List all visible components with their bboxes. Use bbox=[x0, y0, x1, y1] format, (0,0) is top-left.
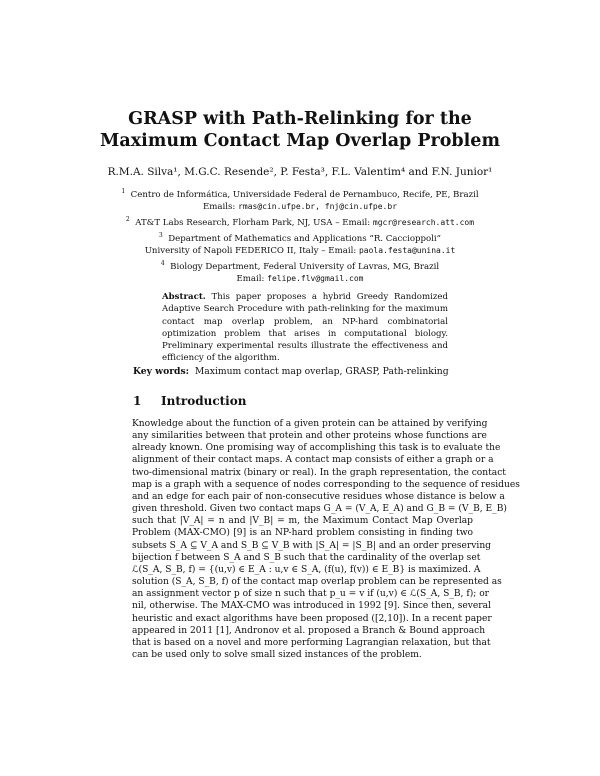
email-link[interactable]: felipe.flv@gmail.com bbox=[267, 274, 364, 283]
email-link[interactable]: paola.festa@unina.it bbox=[358, 245, 456, 255]
keywords-text: Maximum contact map overlap, GRASP, Path-relinking bbox=[194, 366, 449, 377]
email-link[interactable]: rmas@cin.ufpe.br, fnj@cin.ufpe.br bbox=[238, 202, 398, 212]
paragraph-line: Knowledge about the function of a given protein can be attained by verifying bbox=[132, 419, 488, 429]
paragraph-line: ℒ(S_A, S_B, f) = {(u,v) ∈ E_A : u,v ∈ S_A, (f(u), f(v)) ∈ E_B} is maximized. A bbox=[132, 564, 481, 575]
paragraph-line: any similarities between that protein and other proteins whose functions are bbox=[132, 431, 487, 442]
section-title: Introduction bbox=[161, 394, 247, 408]
paragraph-line: heuristic and exact algorithms have been proposed ([2,10]). In a recent paper bbox=[132, 613, 492, 624]
title-line-1: GRASP with Path-Relinking for the bbox=[128, 109, 472, 129]
affiliation-4: $^4$ Biology Department, Federal University of Lavras, MG, Brazil bbox=[160, 259, 440, 272]
paragraph-line: two-dimensional matrix (binary or real). In the graph representation, the contact bbox=[132, 467, 506, 478]
title-line-2: Maximum Contact Map Overlap Problem bbox=[100, 131, 500, 151]
paper-title bbox=[0, 108, 600, 152]
paragraph-line: bijection f between S_A and S_B such that the cardinality of the overlap set bbox=[132, 552, 481, 563]
abstract-label: Abstract. bbox=[162, 292, 206, 302]
introduction-body bbox=[132, 418, 520, 661]
paragraph-line: appeared in 2011 [1], Andronov et al. proposed a Branch & Bound approach bbox=[132, 625, 486, 636]
affiliation-1-emails: Emails: rmas@cin.ufpe.br, fnj@cin.ufpe.br bbox=[202, 202, 398, 213]
abstract bbox=[162, 291, 448, 365]
affiliations bbox=[0, 186, 600, 286]
paragraph-line: an assignment vector p of size n such that p_u = v if (u,v) ∈ ℒ(S_A, S_B, f); or bbox=[132, 589, 490, 600]
affiliation-3-line-2: University of Napoli FEDERICO II, Italy – Email: paola.festa@unina.it bbox=[144, 245, 456, 256]
keywords-label: Key words: bbox=[133, 366, 190, 377]
affiliation-2: $^2$ AT&T Labs Research, Florham Park, NJ, USA – Email: mgcr@research.att.com bbox=[125, 216, 475, 228]
paragraph-line: already known. One promising way of accomplishing this task is to evaluate the bbox=[132, 443, 501, 454]
paragraph-line: subsets S_A ⊆ V_A and S_B ⊆ V_B with |S_A| = |S_B| and an order preserving bbox=[132, 540, 491, 551]
section-heading bbox=[133, 394, 246, 408]
affiliation-4-email: Email: felipe.flv@gmail.com bbox=[236, 274, 364, 284]
paragraph-line: Problem (MAX-CMO) [9] is an NP-hard problem consisting in finding two bbox=[132, 528, 473, 539]
paragraph-line: given threshold. Given two contact maps G_A = (V_A, E_A) and G_B = (V_B, E_B) bbox=[132, 504, 507, 515]
author-list: R.M.A. Silva¹, M.G.C. Resende², P. Festa³, F.L. Valentim⁴ and F.N. Junior¹ bbox=[107, 166, 493, 178]
paragraph-line: that is based on a novel and more performing Lagrangian relaxation, but that bbox=[132, 637, 491, 648]
paragraph-line: such that |V_A| = n and |V_B| = m, the Maximum Contact Map Overlap bbox=[132, 516, 473, 527]
abstract-text: This paper proposes a hybrid Greedy Randomized Adaptive Search Procedure with path-relinking for the maximum contact map overlap problem, an NP-hard combinatorial optimization problem that arises in computational biology. Preliminary experimental results illustrate the effectiveness and efficiency of the algorithm. bbox=[162, 292, 448, 364]
paragraph-line: solution (S_A, S_B, f) of the contact map overlap problem can be represented as bbox=[132, 577, 502, 588]
section-number: 1 bbox=[133, 394, 142, 408]
paragraph-line: nil, otherwise. The MAX-CMO was introduced in 1992 [9]. Since then, several bbox=[132, 601, 491, 612]
affiliation-3: $^3$ Department of Mathematics and Applications “R. Caccioppoli” bbox=[158, 231, 442, 244]
paragraph-line: and an edge for each pair of non-consecutive residues whose distance is below a bbox=[132, 491, 505, 502]
paragraph-line: can be used only to solve small sized instances of the problem. bbox=[132, 649, 422, 660]
keywords bbox=[133, 366, 473, 377]
paragraph-line: map is a graph with a sequence of nodes corresponding to the sequence of residues bbox=[132, 479, 520, 490]
email-link[interactable]: mgcr@research.att.com bbox=[372, 217, 475, 227]
paragraph-line: alignment of their contact maps. A contact map consists of either a graph or a bbox=[132, 455, 494, 466]
affiliation-1: $^1$ Centro de Informática, Universidade Federal de Pernambuco, Recife, PE, Brazil bbox=[121, 188, 479, 200]
